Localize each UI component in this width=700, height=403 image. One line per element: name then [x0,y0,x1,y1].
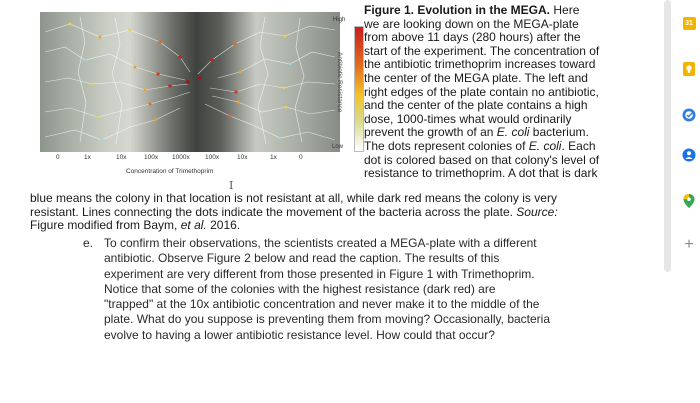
figure-1 [30,4,360,192]
scrollbar-thumb[interactable] [664,0,671,272]
figure-caption-continued [30,192,610,233]
question-letter: e. [83,236,94,250]
caption-line: right edges of the plate contain no antibiotic, [364,84,599,99]
caption-text: Figure modified from Baym, [30,218,178,233]
caption-line: resistance to trimethoprim. A dot that is dark [364,166,598,181]
question-line: experiment are very different from those presented in Figure 1 with Trimethoprim. [104,266,535,281]
resistance-color-scale [354,26,364,152]
tick-label: 100x [205,154,220,161]
question-line: To confirm their observations, the scientists created a MEGA-plate with a different [104,236,537,250]
question-line: Notice that some of the colonies with the highest resistance (dark red) are [104,281,496,296]
caption-line [30,219,610,233]
side-panel-toolbar [676,0,700,403]
calendar-icon: 31 [683,17,696,30]
caption-line [364,126,604,140]
caption-text: 2016. [210,218,241,233]
calendar-button[interactable] [680,14,698,32]
caption-line: dose, 1000-times what would ordinarily [364,111,572,126]
caption-text: bacterium. [532,125,589,140]
caption-line: and the center of the plate contains a high [364,98,588,113]
add-addon-button[interactable] [680,236,698,254]
question-line: plate. What do you suppose is preventing them from moving? Occasionally, bacteria [104,312,551,327]
tick-label: 1000x [172,154,190,161]
keep-bulb-icon [683,62,695,76]
tick-label: 1x [270,154,277,161]
mega-plate-image [40,12,340,152]
scale-low-label: Low [332,144,344,150]
caption-text: prevent the growth of an [364,125,494,140]
add-icon: + [684,236,694,253]
text-cursor-icon: I [229,179,234,192]
scale-high-label: High [333,17,346,23]
caption-line: dot is colored based on that colony's level of [364,152,600,167]
question-line: "trapped" at the 10x antibiotic concentration and never make it to the middle of the [104,297,540,312]
tick-label: 1x [84,154,91,161]
caption-species: E. coli [496,125,530,140]
question-text [104,236,624,343]
caption-line: we are looking down on the MEGA-plate [364,16,579,31]
tick-label: 0 [56,154,60,161]
caption-line: the antibiotic trimethoprim increases toward [364,57,596,72]
caption-line: from above 11 days (280 hours) after the [364,30,581,45]
question-line: antibiotic. Observe Figure 2 below and read the caption. The results of this [104,251,500,266]
caption-text: resistant. Lines connecting the dots indicate the movement of the bacteria across the plate. [30,204,513,219]
tasks-button[interactable] [680,106,698,124]
tasks-check-icon [682,108,696,122]
caption-line [364,140,604,154]
scale-axis-label: Antibiotic Resistance [336,52,343,113]
figure-caption [364,4,604,181]
caption-line [30,206,610,220]
maps-pin-icon [683,194,695,208]
source-label: Source: [516,204,558,219]
caption-title-tail: Here [553,3,580,17]
caption-text: The dots represent colonies of [364,138,526,153]
caption-line: start of the experiment. The concentration of [364,43,600,58]
caption-line: the center of the MEGA plate. The left and [364,70,588,85]
maps-button[interactable] [680,192,698,210]
contacts-icon [682,148,696,162]
caption-line [364,4,604,18]
caption-text: . Each [561,138,596,153]
caption-title: Figure 1. Evolution in the MEGA. [364,3,551,17]
tick-label: 10x [237,154,248,161]
question-line: evolve to having a lower antibiotic resistance level. How could that occur? [104,327,495,342]
tick-label: 0 [299,154,303,161]
tick-label: 10x [116,154,127,161]
x-axis-title: Concentration of Trimethoprim [126,168,214,175]
caption-species: E. coli [528,138,562,153]
contacts-button[interactable] [680,146,698,164]
keep-button[interactable] [680,60,698,78]
caption-etal: et al. [180,218,207,233]
caption-line: blue means the colony in that location is not resistant at all, while dark red means the colony is very [30,191,557,205]
tick-label: 100x [144,154,159,161]
colony-lineage-drawing [40,12,340,152]
concentration-ticks [50,154,340,164]
